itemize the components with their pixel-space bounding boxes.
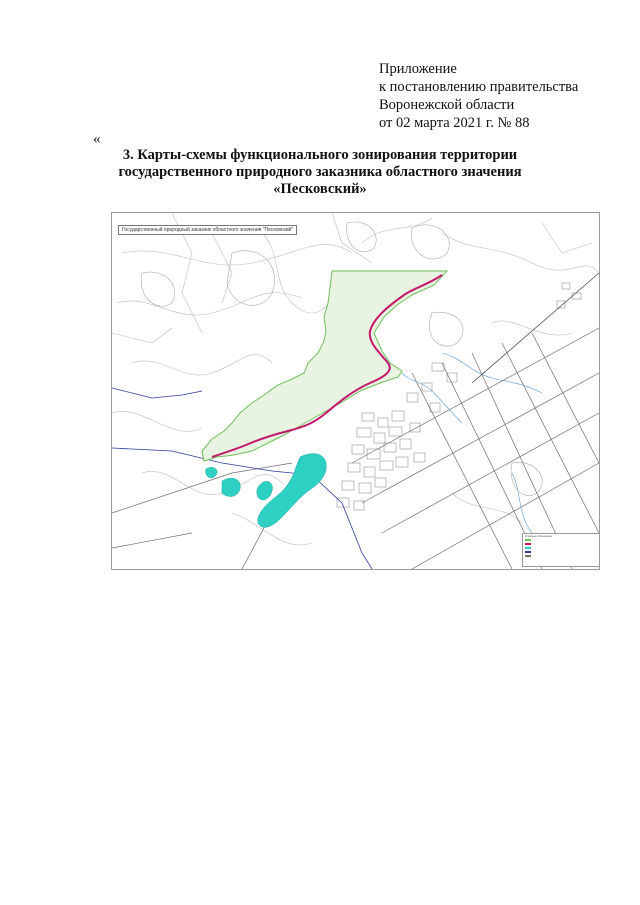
map-caption: Государственный природный заказник областного значения "Песковский" [118, 225, 297, 235]
legend-swatch [525, 539, 531, 541]
legend-swatch [525, 543, 531, 545]
zoning-map [111, 212, 600, 570]
highway [472, 273, 599, 383]
legend-title: Условные обозначения [525, 535, 553, 538]
map-drawing [112, 213, 599, 569]
legend-swatch [525, 551, 531, 553]
reserve-area [202, 271, 447, 461]
appendix-line: от 02 марта 2021 г. № 88 [379, 115, 530, 131]
appendix-line: к постановлению правительства [379, 79, 579, 95]
title-line: 3. Карты-схемы функционального зонирования территории [122, 147, 518, 163]
title-line: «Песковский» [273, 181, 367, 197]
water-zone [206, 454, 327, 528]
opening-quote: « [93, 131, 101, 147]
appendix-line: Воронежской области [379, 97, 515, 113]
title-line: государственного природного заказника областного значения [118, 164, 522, 180]
appendix-line: Приложение [379, 61, 457, 77]
admin-boundary [112, 448, 372, 569]
map-legend [522, 533, 600, 567]
section-title [100, 147, 540, 198]
appendix-block [379, 60, 578, 132]
legend-swatch [525, 547, 531, 549]
legend-swatch [525, 555, 531, 557]
legend-row [525, 554, 597, 558]
admin-boundary-2 [112, 388, 202, 398]
